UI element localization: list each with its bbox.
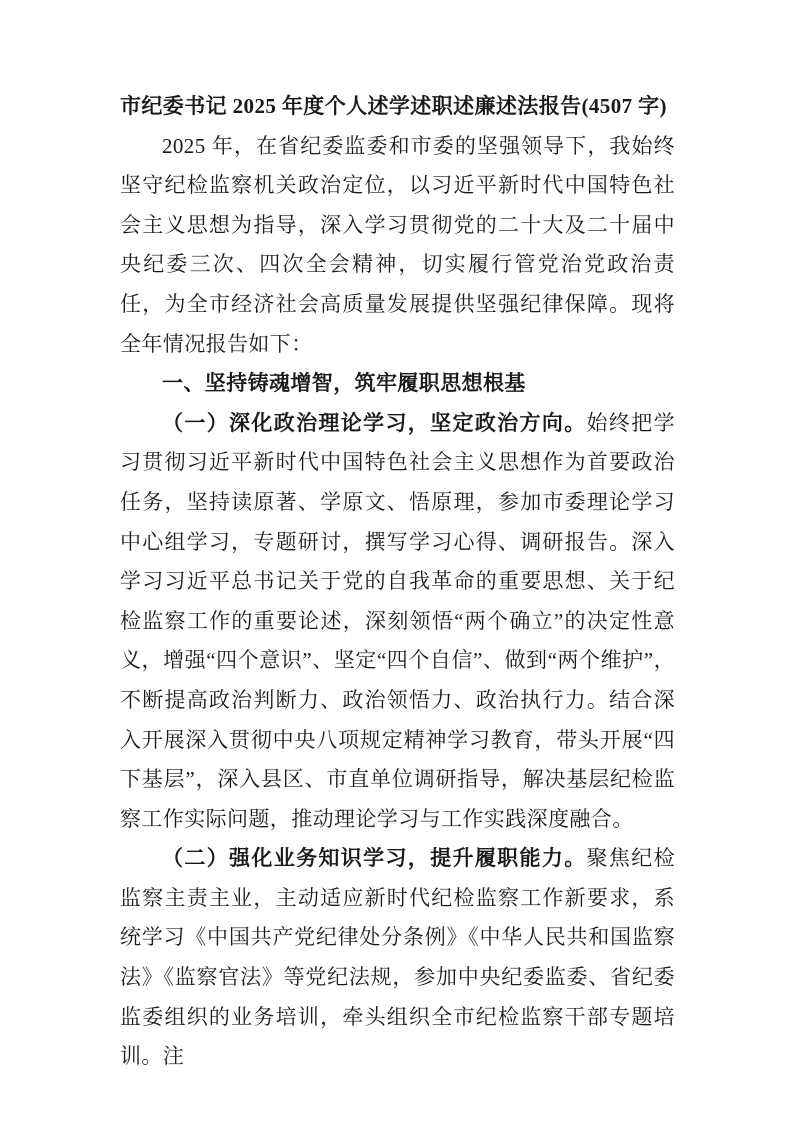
subsection-1-lead: （一）深化政治理论学习，坚定政治方向。	[162, 410, 587, 435]
subsection-2-text: 聚焦纪检监察主责主业，主动适应新时代纪检监察工作新要求，系统学习《中国共产党纪律处分条例》《中华人民共和国监察法》《监察官法》等党纪法规，参加中央纪委监委、省纪委监委组织的业务培训，牵头组织全市纪检监察干部专题培训。注	[120, 846, 675, 1069]
subsection-1-paragraph	[120, 404, 675, 840]
document-title: 市纪委书记 2025 年度个人述学述职述廉述法报告(4507 字)	[120, 94, 667, 118]
subsection-1-text: 始终把学习贯彻习近平新时代中国特色社会主义思想作为首要政治任务，坚持读原著、学原文、悟原理，参加市委理论学习中心组学习，专题研讨，撰写学习心得、调研报告。深入学习习近平总书记关于党的自我革命的重要思想、关于纪检监察工作的重要论述，深刻领悟“两个确立”的决定性意义，增强“四个意识”、坚定“四个自信”、做到“两个维护”，不断提高政治判断力、政治领悟力、政治执行力。结合深入开展深入贯彻中央八项规定精神学习教育，带头开展“四下基层”，深入县区、市直单位调研指导，解决基层纪检监察工作实际问题，推动理论学习与工作实践深度融合。	[120, 410, 675, 831]
intro-paragraph: 2025 年，在省纪委监委和市委的坚强领导下，我始终坚守纪检监察机关政治定位，以习近平新时代中国特色社会主义思想为指导，深入学习贯彻党的二十大及二十届中央纪委三次、四次全会精神，切实履行管党治党政治责任，为全市经济社会高质量发展提供坚强纪律保障。现将全年情况报告如下：	[120, 133, 675, 356]
section-1-heading: 一、坚持铸魂增智，筑牢履职思想根基	[162, 371, 526, 396]
subsection-2-paragraph	[120, 839, 675, 1077]
subsection-2-lead: （二）强化业务知识学习，提升履职能力。	[162, 846, 587, 871]
